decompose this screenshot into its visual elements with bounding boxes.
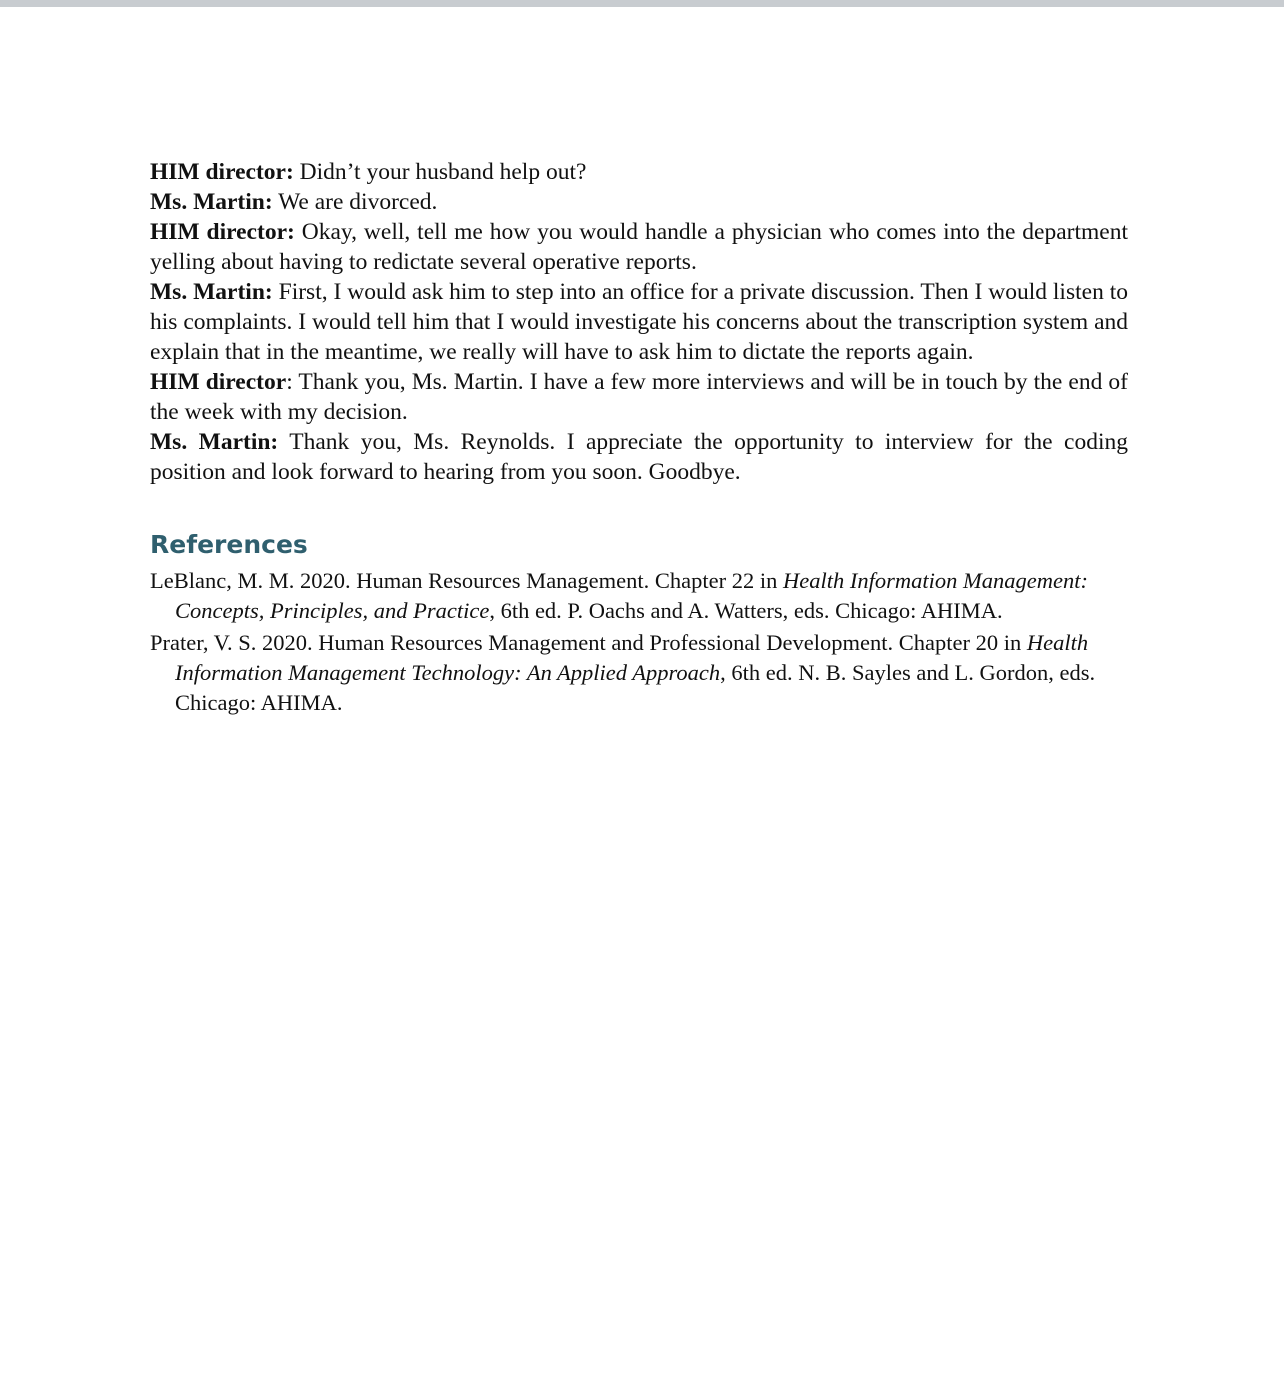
dialogue-line bbox=[150, 367, 1128, 427]
references-heading: References bbox=[150, 530, 308, 559]
reference-author-text: LeBlanc, M. M. 2020. Human Resources Management. Chapter 22 in bbox=[150, 568, 783, 593]
dialogue-text: Thank you, Ms. Reynolds. I appreciate the opportunity to interview for the coding position and look forward to hearing from you soon. Goodbye. bbox=[150, 429, 1128, 485]
reference-publication-text: , 6th ed. N. B. Sayles and L. Gordon, eds. Chicago: AHIMA. bbox=[175, 660, 1096, 715]
viewer-top-bar bbox=[0, 0, 1284, 7]
dialogue-text: Okay, well, tell me how you would handle a physician who comes into the department yelling about having to redictate several operative reports. bbox=[150, 219, 1128, 275]
reference-entry bbox=[150, 628, 1128, 718]
reference-author-text: Prater, V. S. 2020. Human Resources Management and Professional Development. Chapter 20 in bbox=[150, 630, 1027, 655]
dialogue-text: Didn’t your husband help out? bbox=[293, 159, 587, 185]
document-page bbox=[0, 7, 1284, 1375]
dialogue-line bbox=[150, 427, 1128, 487]
speaker-label: HIM director: bbox=[150, 159, 294, 185]
reference-book-title: Health Information Management: Concepts, Principles, and Practice bbox=[175, 568, 1088, 623]
dialogue-line bbox=[150, 157, 1128, 187]
dialogue-line bbox=[150, 277, 1128, 367]
speaker-label: Ms. Martin: bbox=[150, 279, 273, 305]
speaker-label: Ms. Martin: bbox=[150, 189, 273, 215]
dialogue-text: We are divorced. bbox=[272, 189, 438, 215]
speaker-label: Ms. Martin: bbox=[150, 429, 279, 455]
dialogue-line bbox=[150, 187, 1128, 217]
dialogue-text: First, I would ask him to step into an office for a private discussion. Then I would listen to his complaints. I would tell him that I would investigate his concerns about the transcription system and explain that in the meantime, we really will have to ask him to dictate the reports again. bbox=[150, 279, 1128, 365]
speaker-label: HIM director bbox=[150, 369, 287, 395]
page-content bbox=[150, 157, 1128, 720]
speaker-label: HIM director: bbox=[150, 219, 295, 245]
reference-publication-text: , 6th ed. P. Oachs and A. Watters, eds. Chicago: AHIMA. bbox=[489, 598, 1003, 623]
reference-entry bbox=[150, 566, 1128, 626]
reference-book-title: Health Information Management Technology: An Applied Approach bbox=[175, 630, 1089, 685]
dialogue-line bbox=[150, 217, 1128, 277]
dialogue-text: : Thank you, Ms. Martin. I have a few more interviews and will be in touch by the end of the week with my decision. bbox=[150, 369, 1128, 425]
